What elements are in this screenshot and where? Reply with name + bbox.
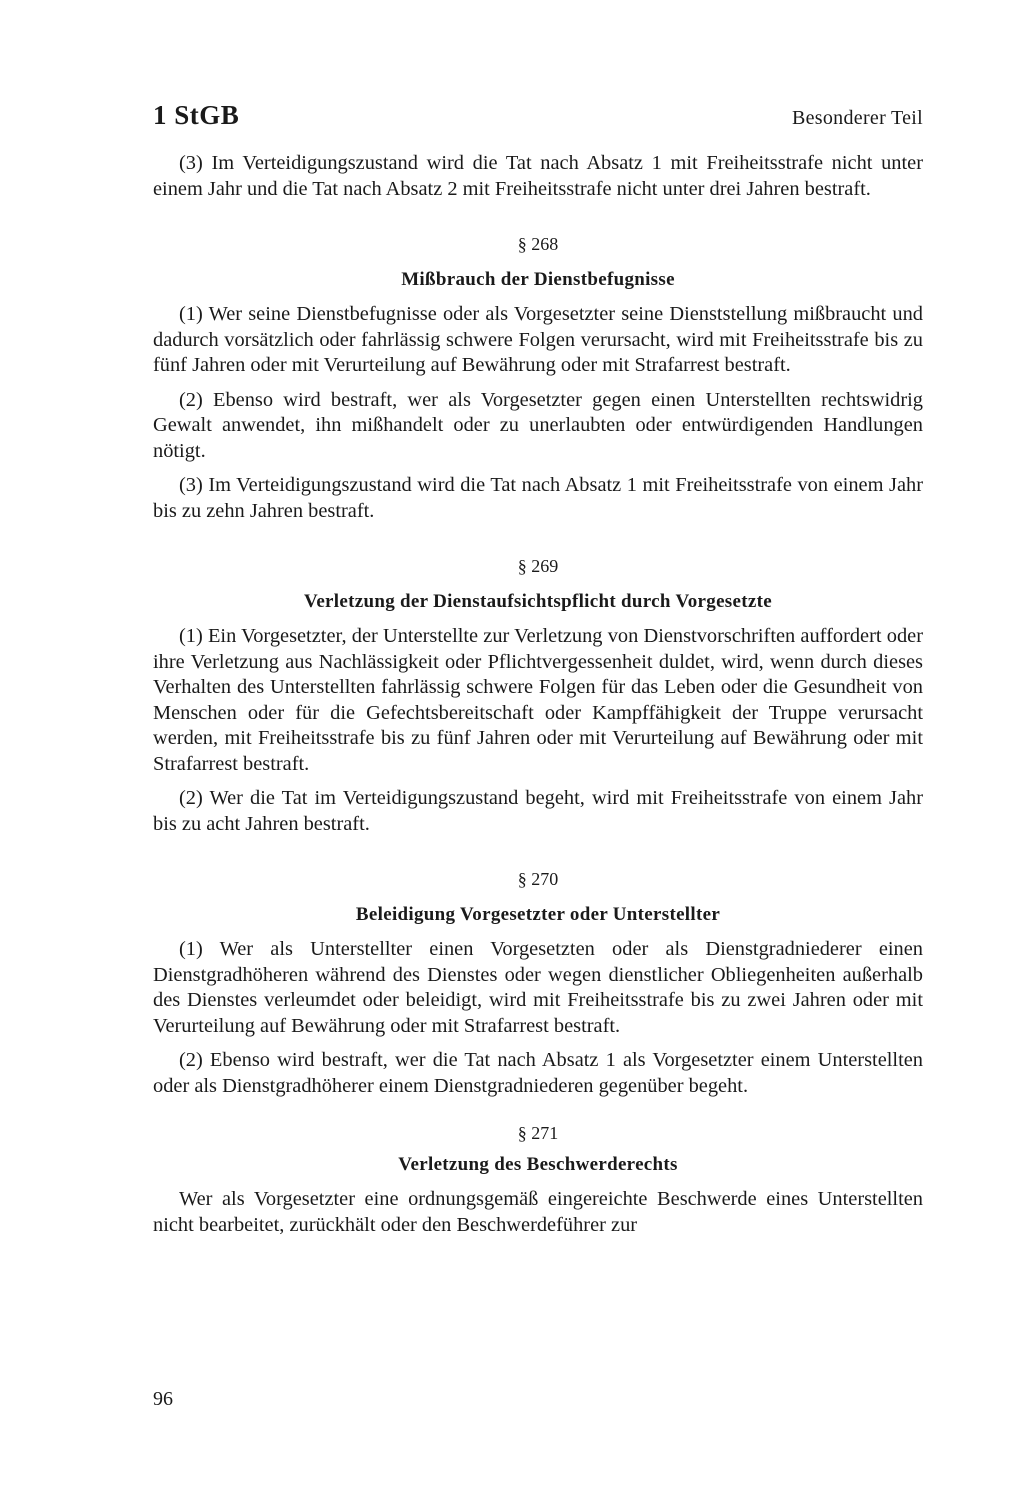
page-number: 96 bbox=[153, 1388, 173, 1410]
section-paragraph: (1) Wer als Unterstellter einen Vorgesetzten oder als Dienstgradniederer einen Dienstgradhöheren während des Dienstes oder wegen dienstlicher Obliegenheiten außerhalb des Dienstes verleumdet oder beleidigt, wird mit Freiheitsstrafe bis zu zwei Jahren oder mit Verurteilung auf Bewährung oder mit Strafarrest bestraft. bbox=[153, 938, 923, 1037]
section-paragraph: (2) Ebenso wird bestraft, wer als Vorgesetzter gegen einen Unterstellten rechtswidrig Gewalt anwendet, ihn mißhandelt oder zu unerlaubten oder entwürdigenden Handlungen nötigt. bbox=[153, 388, 923, 462]
section-269 bbox=[153, 554, 923, 837]
section-number: § 269 bbox=[517, 556, 559, 576]
header-part: Besonderer Teil bbox=[791, 107, 923, 129]
intro-paragraph: (3) Im Verteidigungszustand wird die Tat nach Absatz 1 mit Freiheitsstrafe nicht unter einem Jahr und die Tat nach Absatz 2 mit Freiheitsstrafe nicht unter drei Jahren bestraft. bbox=[153, 152, 923, 200]
section-title: Beleidigung Vorgesetzter oder Unterstellter bbox=[355, 904, 721, 925]
section-paragraph: (2) Wer die Tat im Verteidigungszustand begeht, wird mit Freiheitsstrafe von einem Jahr bis zu acht Jahren bestraft. bbox=[153, 787, 923, 835]
section-271 bbox=[153, 1121, 923, 1238]
section-paragraph: (1) Ein Vorgesetzter, der Unterstellte zur Verletzung von Dienstvorschriften auffordert oder ihre Verletzung aus Nachlässigkeit oder Pflichtvergessenheit duldet, wird, wenn durch dieses Verhalten des Unterstellten fahrlässig schwere Folgen für das Leben oder die Gesundheit von Menschen oder für die Gefechtsbereitschaft oder Kampffähigkeit der Truppe verursacht werden, mit Freiheitsstrafe bis zu fünf Jahren oder mit Verurteilung auf Bewährung oder mit Strafarrest bestraft. bbox=[153, 625, 923, 775]
running-header bbox=[153, 100, 923, 131]
section-paragraph: (1) Wer seine Dienstbefugnisse oder als Vorgesetzter seine Dienststellung mißbraucht und dadurch vorsätzlich oder fahrlässig schwere Folgen verursacht, wird mit Freiheitsstrafe bis zu fünf Jahren oder mit Verurteilung auf Bewährung oder mit Strafarrest bestraft. bbox=[153, 303, 923, 376]
section-paragraph: (3) Im Verteidigungszustand wird die Tat nach Absatz 1 mit Freiheitsstrafe von einem Jahr bis zu zehn Jahren bestraft. bbox=[153, 474, 923, 522]
section-paragraph: Wer als Vorgesetzter eine ordnungsgemäß eingereichte Beschwerde eines Unterstellten nicht bearbeitet, zurückhält oder den Beschwerdeführer zur bbox=[153, 1188, 923, 1236]
section-title: Verletzung des Beschwerderechts bbox=[398, 1154, 678, 1175]
section-title: Verletzung der Dienstaufsichtspflicht durch Vorgesetzte bbox=[304, 591, 772, 612]
section-paragraph: (2) Ebenso wird bestraft, wer die Tat nach Absatz 1 als Vorgesetzter einem Unterstellten oder als Dienstgradhöherer einem Dienstgradniederen gegenüber begeht. bbox=[153, 1049, 923, 1097]
section-title: Mißbrauch der Dienstbefugnisse bbox=[401, 269, 675, 290]
header-code: 1 StGB bbox=[153, 100, 240, 130]
section-270 bbox=[153, 867, 923, 1099]
section-number: § 270 bbox=[517, 869, 559, 889]
section-number: § 268 bbox=[517, 234, 559, 254]
page-body bbox=[153, 100, 923, 1238]
section-268 bbox=[153, 232, 923, 524]
section-number: § 271 bbox=[517, 1123, 559, 1143]
